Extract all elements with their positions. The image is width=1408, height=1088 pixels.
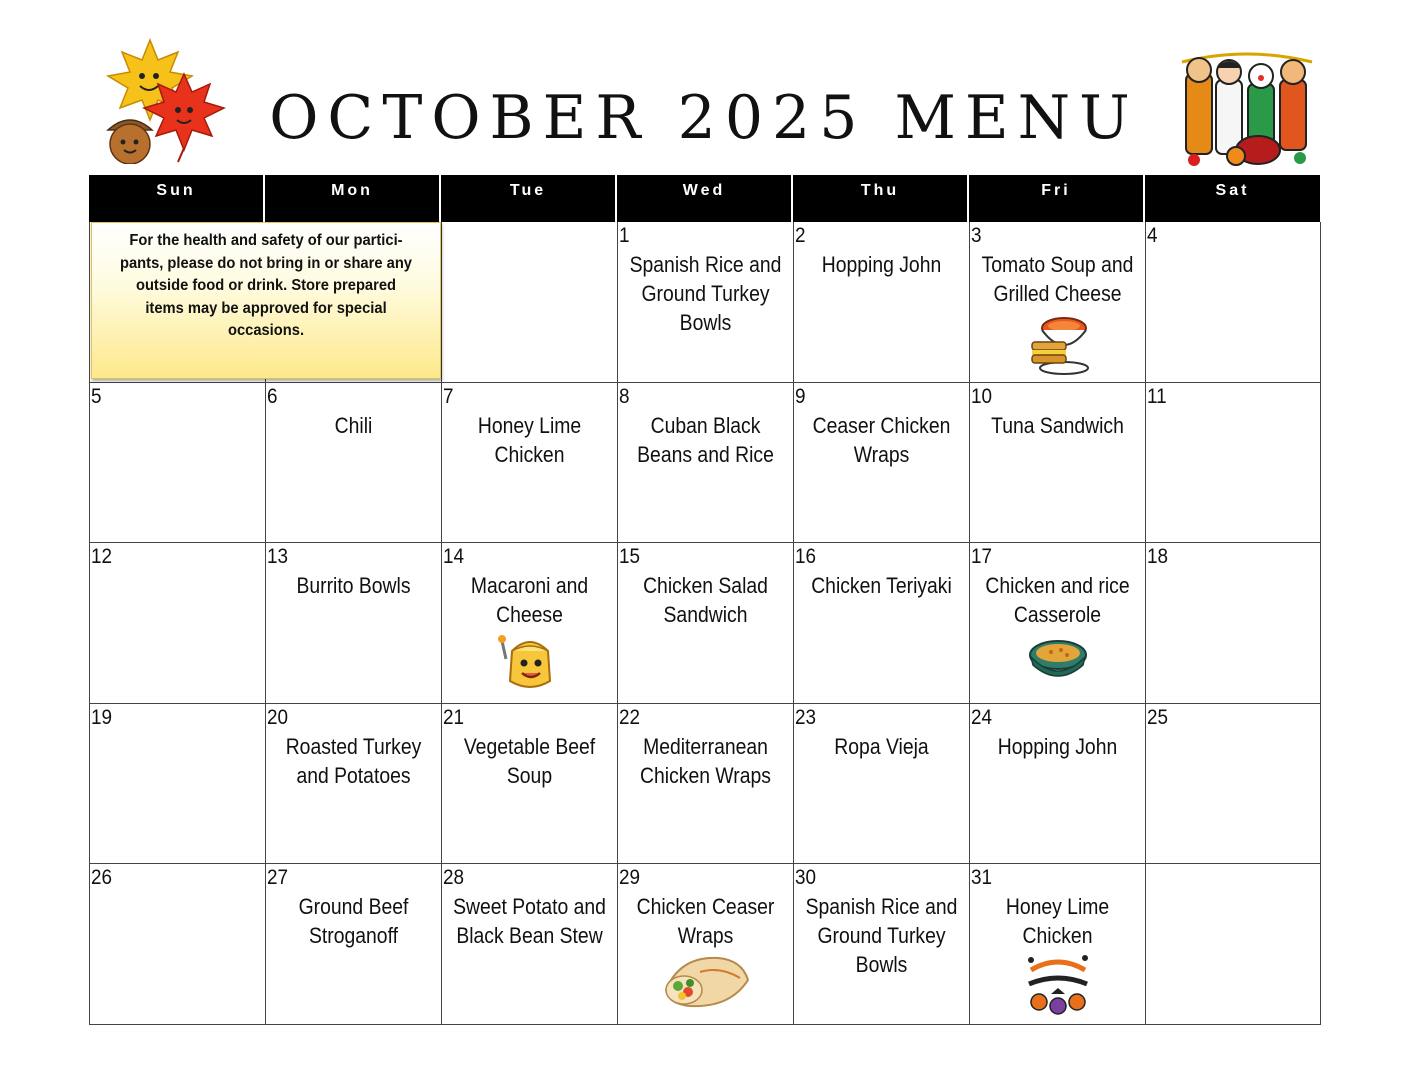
calendar-day-12 <box>90 543 266 704</box>
day-number: 3 <box>971 224 982 247</box>
meal-name: Tuna Sandwich <box>991 412 1124 438</box>
meal-name: Hopping John <box>997 733 1118 759</box>
weekday-thu: Thu <box>793 175 969 222</box>
day-number: 25 <box>1147 705 1169 729</box>
meal-name: Honey Lime Chicken <box>1005 894 1110 948</box>
meal-name: Tomato Soup and Grilled Cheese <box>981 252 1134 306</box>
day-number: 30 <box>795 866 817 889</box>
meal-name: Macaroni and Cheese <box>470 573 589 627</box>
day-number: 13 <box>267 545 289 568</box>
day-number: 9 <box>795 384 806 408</box>
meal-name: Chili <box>334 412 373 438</box>
calendar-day-8 <box>618 383 794 544</box>
calendar-day-15 <box>618 543 794 704</box>
day-number: 12 <box>91 545 113 568</box>
day-number: 2 <box>795 224 806 247</box>
meal-name: Ground Beef Stroganoff <box>298 894 409 948</box>
calendar-cell-empty <box>442 222 618 383</box>
happy-halloween-icon <box>1023 950 1093 1020</box>
day-number: 28 <box>443 866 465 889</box>
calendar-day-18 <box>1146 543 1321 704</box>
day-number: 15 <box>619 545 641 568</box>
calendar-day-6 <box>266 383 442 544</box>
meal-name: Spanish Rice and Ground Turkey Bowls <box>805 894 958 977</box>
weekday-mon: Mon <box>265 175 441 222</box>
calendar-day-3 <box>970 222 1146 383</box>
day-number: 17 <box>971 545 993 568</box>
meal-name: Vegetable Beef Soup <box>463 733 596 788</box>
calendar-day-9 <box>794 383 970 544</box>
day-number: 6 <box>267 384 278 408</box>
meal-name: Cuban Black Beans and Rice <box>637 412 774 467</box>
day-number: 14 <box>443 545 465 568</box>
day-number: 5 <box>91 384 102 408</box>
calendar-week <box>90 383 1320 544</box>
meal-name: Chicken and rice Casserole <box>985 573 1130 627</box>
calendar-day-20 <box>266 704 442 865</box>
casserole-dish-icon <box>1027 635 1089 681</box>
calendar-day-4 <box>1146 222 1321 383</box>
page-title: OCTOBER 2025 MENU <box>269 83 1139 153</box>
calendar-day-29 <box>618 864 794 1025</box>
food-policy-notice <box>91 222 441 379</box>
meal-name: Sweet Potato and Black Bean Stew <box>453 894 606 948</box>
calendar-week <box>90 864 1320 1025</box>
wrap-icon <box>660 950 752 1010</box>
calendar-week <box>90 704 1320 865</box>
day-number: 16 <box>795 545 817 568</box>
calendar-day-13 <box>266 543 442 704</box>
calendar-day-5 <box>90 383 266 544</box>
meal-name: Chicken Salad Sandwich <box>643 573 768 627</box>
notice-text: For the health and safety of our partici-pants, please do not bring in or share any outside food or drink. Store prepared items may be approved for special occasions. <box>119 232 412 339</box>
calendar-day-11 <box>1146 383 1321 544</box>
meal-name: Hopping John <box>821 252 942 277</box>
calendar-week <box>90 543 1320 704</box>
calendar-day-28 <box>442 864 618 1025</box>
day-number: 11 <box>1147 384 1167 408</box>
day-number: 18 <box>1147 545 1169 568</box>
calendar-day-10 <box>970 383 1146 544</box>
weekday-tue: Tue <box>441 175 617 222</box>
meal-name: Ceaser Chicken Wraps <box>812 412 951 467</box>
macaroni-cheese-icon <box>498 629 562 693</box>
day-number: 10 <box>971 384 993 408</box>
meal-name: Honey Lime Chicken <box>477 412 582 467</box>
meal-name: Mediterranean Chicken Wraps <box>640 733 771 788</box>
weekday-header <box>89 175 1320 222</box>
meal-name: Burrito Bowls <box>296 573 411 598</box>
calendar-day-1 <box>618 222 794 383</box>
autumn-leaves-acorn-icon <box>100 38 226 164</box>
calendar-day-31 <box>970 864 1146 1025</box>
day-number: 29 <box>619 866 641 889</box>
calendar-day-30 <box>794 864 970 1025</box>
calendar-day-2 <box>794 222 970 383</box>
meal-name: Chicken Ceaser Wraps <box>636 894 775 948</box>
day-number: 20 <box>267 705 289 729</box>
weekday-sun: Sun <box>89 175 265 222</box>
calendar-day-23 <box>794 704 970 865</box>
calendar-day-22 <box>618 704 794 865</box>
calendar-day-25 <box>1146 704 1321 865</box>
day-number: 21 <box>443 705 465 729</box>
meal-name: Chicken Teriyaki <box>811 573 952 598</box>
weekday-fri: Fri <box>969 175 1145 222</box>
day-number: 24 <box>971 705 993 729</box>
soup-sandwich-icon <box>1026 312 1090 376</box>
calendar-day-19 <box>90 704 266 865</box>
calendar-day-24 <box>970 704 1146 865</box>
meal-name: Ropa Vieja <box>834 733 929 759</box>
day-number: 22 <box>619 705 641 729</box>
calendar-day-21 <box>442 704 618 865</box>
day-number: 23 <box>795 705 817 729</box>
calendar-day-7 <box>442 383 618 544</box>
calendar-day-26 <box>90 864 266 1025</box>
day-number: 27 <box>267 866 289 889</box>
calendar-day-27 <box>266 864 442 1025</box>
meal-name: Spanish Rice and Ground Turkey Bowls <box>629 252 782 335</box>
calendar-cell-empty <box>1146 864 1321 1025</box>
day-number: 1 <box>619 224 630 247</box>
meal-name: Roasted Turkey and Potatoes <box>285 733 422 788</box>
day-number: 19 <box>91 705 113 729</box>
day-number: 8 <box>619 384 630 408</box>
calendar-day-14 <box>442 543 618 704</box>
calendar-day-17 <box>970 543 1146 704</box>
day-number: 4 <box>1147 224 1158 247</box>
day-number: 26 <box>91 866 113 889</box>
day-number: 31 <box>971 866 993 889</box>
weekday-wed: Wed <box>617 175 793 222</box>
weekday-sat: Sat <box>1215 182 1250 199</box>
calendar-day-16 <box>794 543 970 704</box>
day-number: 7 <box>443 384 454 408</box>
halloween-kids-icon <box>1180 50 1314 168</box>
